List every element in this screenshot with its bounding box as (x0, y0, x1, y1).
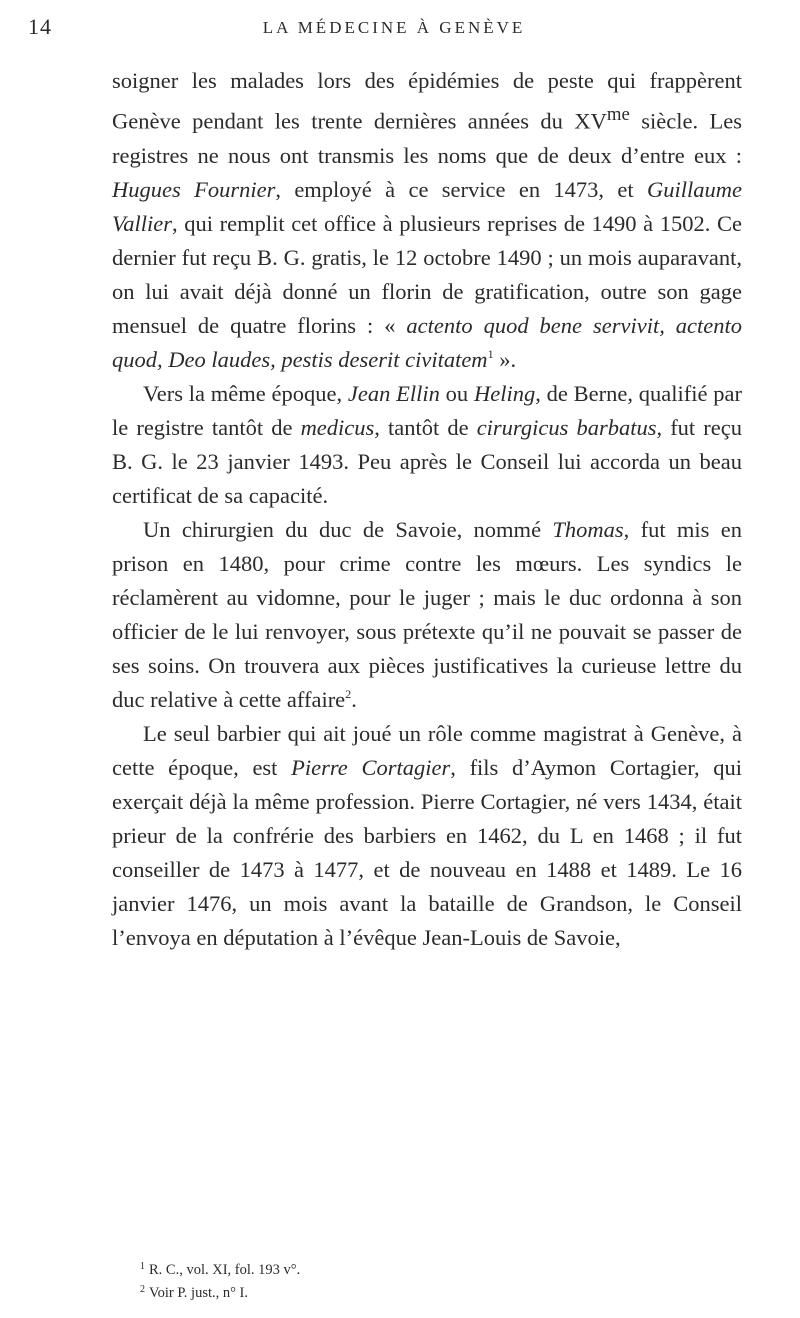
person-name: Hugues Fournier (112, 176, 276, 202)
text-run: , fils d’Aymon Cortagier, qui exerçait déjà la même profession. Pierre Cortagier, né vers 1434, était prieur de la confrérie des barbiers en 1462, du L en 1468 ; il fut conseiller de 1473 à 1477, et de nouveau en 1488 et 1489. Le 16 janvier 1476, un mois avant la bataille de Grandson, le Conseil l’envoya en députation à l’évêque Jean-Louis de Savoie, (112, 754, 743, 950)
body-text (112, 64, 742, 955)
person-name: Pierre Cortagier (291, 754, 451, 780)
text-run: ou (439, 380, 474, 406)
person-name: Guillaume Vallier (112, 176, 742, 236)
century-superscript: me (606, 104, 630, 125)
paragraph-jean-ellin (112, 377, 742, 513)
person-name: Jean Ellin (347, 380, 440, 406)
footnote-mark: 1 (140, 1261, 145, 1272)
text-run: , de Berne, qualifié par le registre tantôt de (112, 380, 742, 440)
footnote-ref: 2 (345, 686, 352, 701)
paragraph-plague-barbers (112, 64, 742, 377)
text-run: ». (493, 346, 517, 372)
footnote-text: R. C., vol. XI, fol. 193 v°. (149, 1262, 301, 1278)
text-run: , fut reçu B. G. le 23 janvier 1493. Peu après le Conseil lui accorda un beau certificat de sa capacité. (112, 414, 742, 508)
text-run: Vers la même époque, (143, 380, 348, 406)
text-run: , fut mis en prison en 1480, pour crime contre les mœurs. Les syndics le réclamèrent au vidomne, pour le juger ; mais le duc ordonna à son officier de le lui renvoyer, sous prétexte qu’il ne pouvait se passer de ses soins. On trouvera aux pièces justificatives la curieuse lettre du duc relative à cette affaire (112, 516, 742, 712)
footnote-ref: 1 (487, 346, 494, 361)
running-head (28, 14, 760, 48)
footnote-1 (140, 1257, 740, 1280)
paragraph-thomas (112, 513, 742, 717)
text-run: . (351, 686, 357, 712)
running-title: LA MÉDECINE À GENÈVE (262, 18, 526, 37)
paragraph-pierre-cortagier (112, 717, 742, 955)
latin-term: cirurgicus barbatus (476, 414, 657, 440)
text-run: , employé à ce service en 1473, et (275, 176, 647, 202)
text-run: Le seul barbier qui ait joué un rôle comme magistrat à Genève, à cette époque, est (112, 720, 742, 780)
footnotes (140, 1257, 740, 1303)
latin-quote: actento quod bene servivit, actento quod, Deo laudes, pestis deserit civitatem (112, 312, 742, 372)
text-run: soigner les malades lors des épidémies de peste qui frappèrent Genève pendant les trente dernières années du XV (112, 68, 742, 134)
text-run: , tantôt de (374, 414, 477, 440)
person-name: Heling (473, 380, 536, 406)
text-run: Un chirurgien du duc de Savoie, nommé (143, 516, 553, 542)
text-run: , qui remplit cet office à plusieurs reprises de 1490 à 1502. Ce dernier fut reçu B. G. gratis, le 12 octobre 1490 ; un mois auparavant, on lui avait déjà donné un florin de gratification, outre son gage mensuel de quatre florins : « (112, 210, 742, 338)
page-number: 14 (28, 14, 52, 39)
footnote-text: Voir P. just., n° I. (149, 1285, 248, 1301)
footnote-2 (140, 1280, 740, 1303)
person-name: Thomas (552, 516, 624, 542)
latin-term: medicus (300, 414, 375, 440)
footnote-mark: 2 (140, 1284, 145, 1295)
text-run: siècle. Les registres ne nous ont transmis les noms que de deux d’entre eux : (112, 108, 742, 168)
